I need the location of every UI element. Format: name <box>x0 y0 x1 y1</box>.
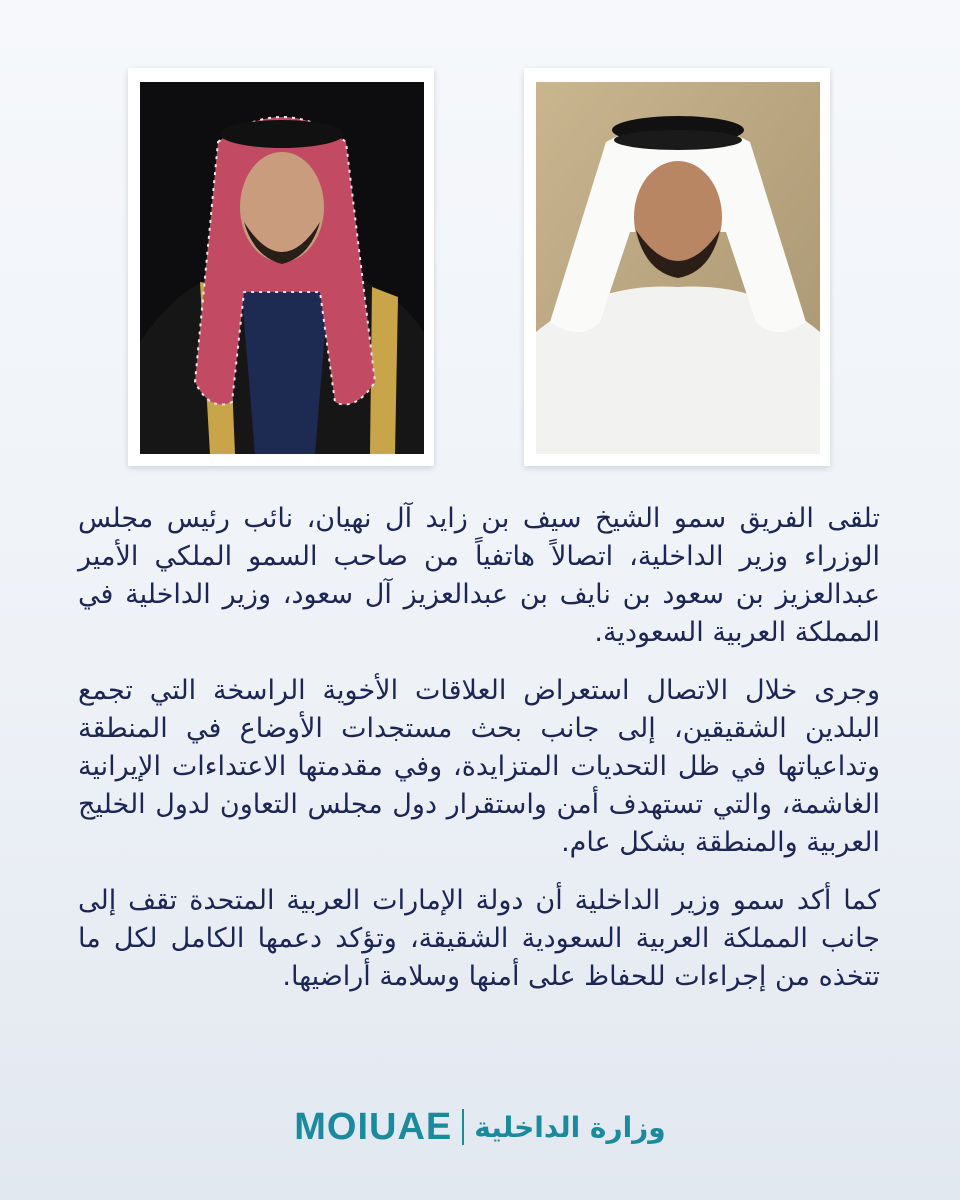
footer-logo <box>0 1102 960 1152</box>
portrait-left-image <box>140 82 424 454</box>
brand-arabic: وزارة الداخلية <box>474 1110 666 1144</box>
article-paragraph-2: وجرى خلال الاتصال استعراض العلاقات الأخوية الراسخة التي تجمع البلدين الشقيقين، إلى جانب بحث مستجدات الأوضاع في المنطقة وتداعياتها في ظل التحديات المتزايدة، وفي مقدمتها الاعتداءات الإيرانية الغاشمة، والتي تستهدف أمن واستقرار دول مجلس التعاون لدول الخليج العربية والمنطقة بشكل عام. <box>78 675 880 858</box>
portrait-photo-left <box>128 68 434 466</box>
brand-english: MOIUAE <box>294 1105 453 1148</box>
brand-divider <box>462 1109 464 1145</box>
article-paragraph-3: كما أكد سمو وزير الداخلية أن دولة الإمارات العربية المتحدة تقف إلى جانب المملكة العربية السعودية الشقيقة، وتؤكد دعمها الكامل لكل ما تتخذه من إجراءات للحفاظ على أمنها وسلامة أراضيها. <box>78 885 880 992</box>
photo-row <box>0 68 960 468</box>
portrait-photo-right <box>524 68 830 466</box>
article-body <box>78 500 880 1016</box>
portrait-right-image <box>536 82 820 454</box>
article-paragraph-1: تلقى الفريق سمو الشيخ سيف بن زايد آل نهيان، نائب رئيس مجلس الوزراء وزير الداخلية، اتصالاً هاتفياً من صاحب السمو الملكي الأمير عبدالعزيز بن سعود بن نايف بن عبدالعزيز آل سعود، وزير الداخلية في المملكة العربية السعودية. <box>78 503 880 648</box>
